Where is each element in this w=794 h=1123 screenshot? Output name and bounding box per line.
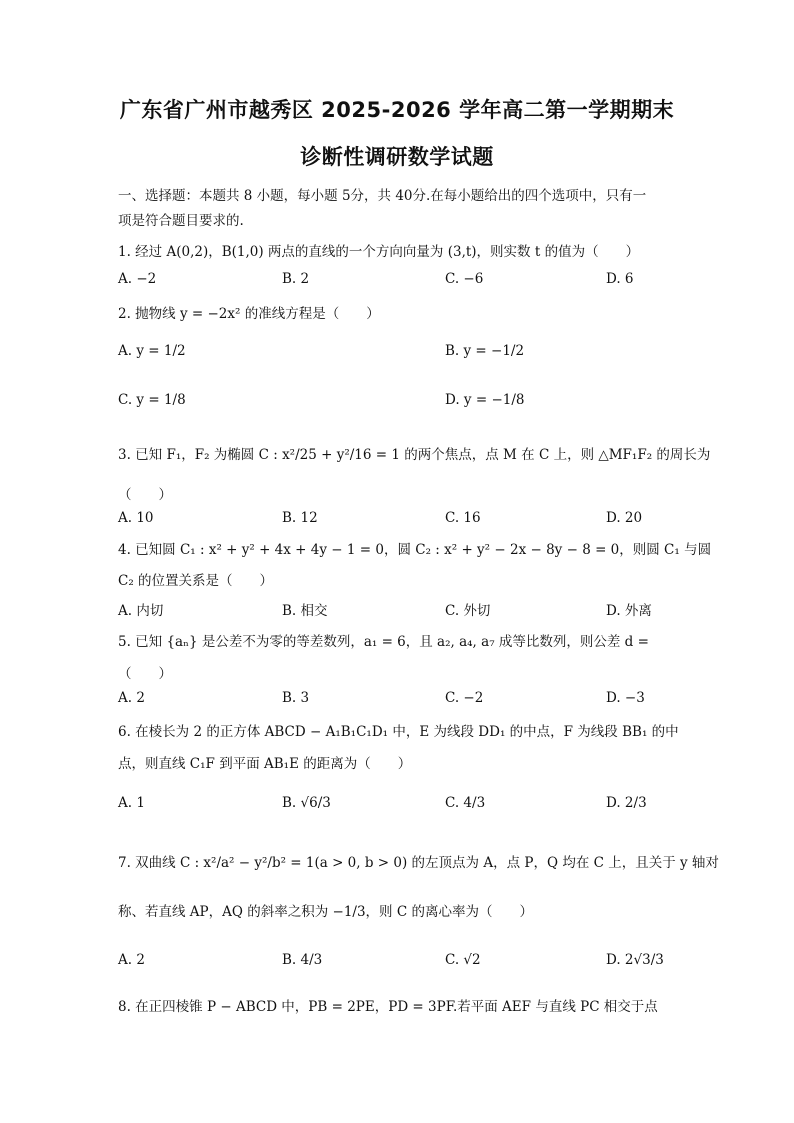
q2-option-b: B. y = −1/2 xyxy=(445,343,525,359)
q7-option-c: C. √2 xyxy=(445,952,481,968)
q4-option-d: D. 外离 xyxy=(606,603,652,619)
exam-title-line1: 广东省广州市越秀区 2025-2026 学年高二第一学期期末 xyxy=(119,98,675,122)
q8-stem: 8. 在正四棱锥 P − ABCD 中，PB = 2PE，PD = 3PF.若平面 AEF 与直线 PC 相交于点 xyxy=(118,999,658,1015)
q4-stem-continued: C₂ 的位置关系是（ ） xyxy=(118,573,274,589)
q5-stem-continued: （ ） xyxy=(118,666,172,682)
q1-option-b: B. 2 xyxy=(282,271,310,287)
q5-option-b: B. 3 xyxy=(282,690,310,706)
q3-option-c: C. 16 xyxy=(445,510,481,526)
q6-option-a: A. 1 xyxy=(118,795,145,811)
q2-option-d: D. y = −1/8 xyxy=(445,392,525,408)
q5-option-d: D. −3 xyxy=(606,690,645,706)
q3-option-d: D. 20 xyxy=(606,510,643,526)
q1-stem: 1. 经过 A(0,2)，B(1,0) 两点的直线的一个方向向量为 (3,t)，则实数 t 的值为（ ） xyxy=(118,244,640,260)
q7-stem: 7. 双曲线 C : x²/a² − y²/b² = 1(a > 0, b > 0) 的左顶点为 A，点 P，Q 均在 C 上，且关于 y 轴对 xyxy=(118,855,719,871)
q5-option-c: C. −2 xyxy=(445,690,484,706)
q3-option-b: B. 12 xyxy=(282,510,318,526)
q6-option-c: C. 4/3 xyxy=(445,795,486,811)
q3-stem: 3. 已知 F₁，F₂ 为椭圆 C : x²/25 + y²/16 = 1 的两个焦点，点 M 在 C 上，则 △MF₁F₂ 的周长为 xyxy=(118,447,711,463)
q5-stem: 5. 已知 {aₙ} 是公差不为零的等差数列，a₁ = 6，且 a₂, a₄, a₇ 成等比数列，则公差 d = xyxy=(118,634,649,650)
q1-option-d: D. 6 xyxy=(606,271,634,287)
q7-option-a: A. 2 xyxy=(118,952,145,968)
q6-stem: 6. 在棱长为 2 的正方体 ABCD − A₁B₁C₁D₁ 中，E 为线段 DD₁ 的中点，F 为线段 BB₁ 的中 xyxy=(118,724,679,740)
q3-option-a: A. 10 xyxy=(118,510,154,526)
q6-stem-continued: 点，则直线 C₁F 到平面 AB₁E 的距离为（ ） xyxy=(118,756,412,772)
section-instruction-line2: 项是符合题目要求的. xyxy=(118,213,244,229)
q1-option-c: C. −6 xyxy=(445,271,484,287)
exam-title-line2: 诊断性调研数学试题 xyxy=(300,145,494,169)
q2-option-a: A. y = 1/2 xyxy=(118,343,186,359)
q2-option-c: C. y = 1/8 xyxy=(118,392,186,408)
q6-option-d: D. 2/3 xyxy=(606,795,647,811)
q7-option-d: D. 2√3/3 xyxy=(606,952,664,968)
q7-option-b: B. 4/3 xyxy=(282,952,323,968)
q2-stem: 2. 抛物线 y = −2x² 的准线方程是（ ） xyxy=(118,306,380,322)
q7-stem-continued: 称、若直线 AP，AQ 的斜率之积为 −1/3，则 C 的离心率为（ ） xyxy=(118,904,533,920)
q4-option-c: C. 外切 xyxy=(445,603,491,619)
q1-option-a: A. −2 xyxy=(118,271,157,287)
q4-option-a: A. 内切 xyxy=(118,603,164,619)
q4-stem: 4. 已知圆 C₁ : x² + y² + 4x + 4y − 1 = 0，圆 C₂ : x² + y² − 2x − 8y − 8 = 0，则圆 C₁ 与圆 xyxy=(118,542,712,558)
q5-option-a: A. 2 xyxy=(118,690,145,706)
section-instruction-line1: 一、选择题：本题共 8 小题，每小题 5分，共 40分.在每小题给出的四个选项中，只有一 xyxy=(118,188,647,204)
q4-option-b: B. 相交 xyxy=(282,603,328,619)
q3-stem-continued: （ ） xyxy=(118,487,172,503)
q6-option-b: B. √6/3 xyxy=(282,795,331,811)
